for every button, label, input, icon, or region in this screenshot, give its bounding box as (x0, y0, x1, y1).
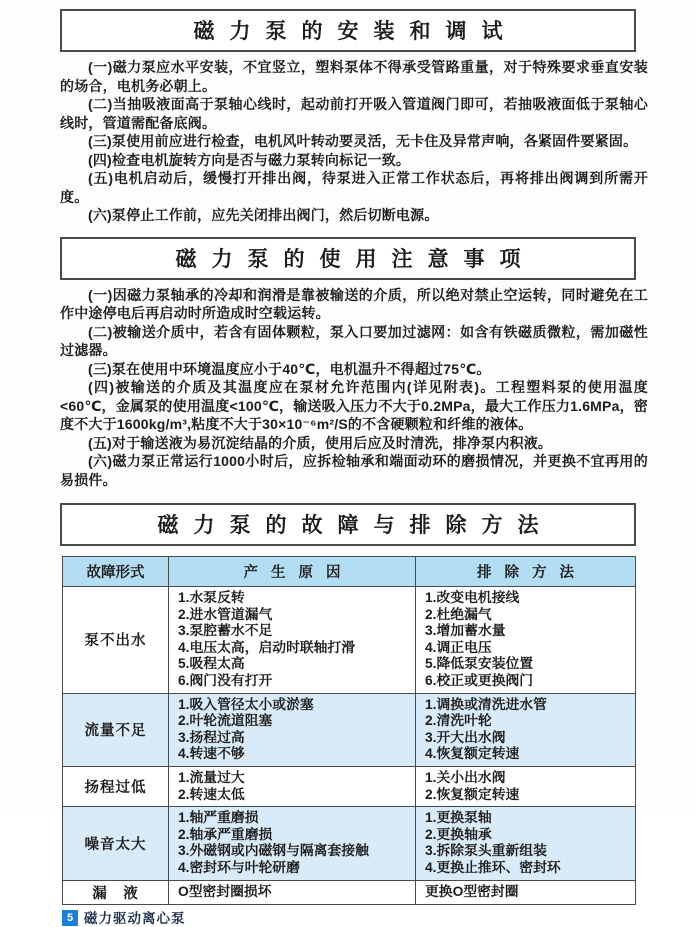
table-header-row (63, 557, 636, 587)
section-title-troubleshooting: 磁力泵的故障与排除方法 (60, 503, 636, 546)
remedy-item: 4.调正电压 (425, 639, 492, 655)
cause-item: 2.转速太低 (178, 786, 245, 802)
remedy-list (416, 880, 636, 904)
section-title-usage-notes: 磁力泵的使用注意事项 (60, 237, 636, 280)
fault-name: 噪音太大 (63, 807, 169, 880)
fault-name: 漏 液 (63, 880, 169, 904)
cause-item: 2.叶轮流道阻塞 (178, 713, 273, 729)
header-remedy: 排除方法 (416, 557, 636, 587)
paragraph: (二)被输送介质中，若含有固体颗粒，泵入口要加过滤网：如含有铁磁质微粒，需加磁性过滤器。 (60, 323, 648, 358)
paragraph: (一)因磁力泵轴承的冷却和润滑是靠被输送的介质，所以绝对禁止空运转，同时避免在工作中途停电后再启动时所造成时空载运转。 (60, 286, 648, 321)
remedy-list (416, 807, 636, 880)
paragraph: (六)磁力泵正常运行1000小时后，应拆检轴承和端面动环的磨损情况，并更换不宜再用的易损件。 (60, 453, 648, 488)
paragraph: (六)泵停止工作前，应先关闭排出阀门，然后切断电源。 (88, 207, 439, 223)
cause-list (169, 880, 416, 904)
table-row (63, 693, 636, 766)
cause-list (169, 693, 416, 766)
section-installation-paragraphs (0, 52, 696, 229)
remedy-item: 1.改变电机接线 (425, 590, 520, 605)
paragraph: (四)被输送的介质及其温度应在泵材允许范围内(详见附表)。工程塑料泵的使用温度<60℃，金属泵的使用温度<100℃，输送吸入压力不大于0.2MPa，最大工作压力1.6MPa，密度不大于1600kg/m³,粘度不大于30×10⁻⁶m²/S的不含硬颗粒和纤维的液体。 (60, 379, 648, 432)
table-row (63, 807, 636, 880)
cause-item: 1.吸入管径太小或淤塞 (178, 696, 314, 712)
header-fault-type: 故障形式 (63, 557, 169, 587)
remedy-item: 1.关小出水阀 (425, 769, 506, 785)
footer-brand-label: 磁力驱动离心泵 (84, 910, 186, 926)
fault-name: 流量不足 (63, 693, 169, 766)
cause-item: 1.流量过大 (178, 769, 245, 785)
paragraph: (二)当抽吸液面高于泵轴心线时，起动前打开吸入管道阀门即可，若抽吸液面低于泵轴心线时，管道需配备底阀。 (60, 96, 648, 131)
remedy-item: 2.清洗叶轮 (425, 713, 492, 729)
footer-number-badge: 5 (62, 910, 78, 926)
spacer (0, 546, 696, 556)
paragraph: (三)泵使用前应进行检查，电机风叶转动要灵活，无卡住及异常声响，各紧固件要紧固。 (88, 133, 638, 149)
cause-item: O型密封圈损坏 (178, 883, 272, 899)
remedy-item: 6.校正或更换阀门 (425, 672, 534, 688)
cause-list (169, 807, 416, 880)
spacer (0, 229, 696, 237)
remedy-item: 4.更换止推环、密封环 (425, 859, 561, 875)
section-title-installation: 磁力泵的安装和调试 (60, 9, 636, 52)
remedy-item: 1.调换或清洗进水管 (425, 696, 547, 712)
cause-item: 6.阀门没有打开 (178, 672, 273, 688)
cause-item: 1.轴严重磨损 (178, 810, 259, 826)
cause-item: 3.扬程过高 (178, 729, 245, 745)
cause-item: 2.进水管道漏气 (178, 606, 273, 622)
cause-item: 4.电压太高，启动时联轴打滑 (178, 639, 356, 655)
table-row (63, 766, 636, 806)
remedy-item: 4.恢复额定转速 (425, 746, 520, 762)
remedy-list (416, 587, 636, 694)
cause-item: 4.密封环与叶轮研磨 (178, 859, 300, 875)
remedy-list (416, 693, 636, 766)
remedy-item: 5.降低泵安装位置 (425, 656, 534, 672)
fault-table (62, 556, 636, 905)
remedy-item: 更换O型密封圈 (425, 883, 519, 899)
table-row (63, 587, 636, 694)
header-cause: 产生原因 (169, 557, 416, 587)
paragraph: (一)磁力泵应水平安装，不宜竖立，塑料泵体不得承受管路重量，对于特殊要求垂直安装的场合，电机务必朝上。 (60, 59, 648, 94)
remedy-item: 2.更换轴承 (425, 826, 492, 842)
cause-item: 4.转速不够 (178, 746, 245, 762)
cause-item: 1.水泵反转 (178, 590, 245, 605)
paragraph: (三)泵在使用中环境温度应小于40℃，电机温升不得超过75℃。 (88, 360, 491, 377)
remedy-item: 2.恢复额定转速 (425, 786, 520, 802)
cause-item: 2.轴承严重磨损 (178, 826, 273, 842)
fault-name: 泵不出水 (63, 587, 169, 694)
spacer (0, 493, 696, 503)
paragraph: (四)检查电机旋转方向是否与磁力泵转向标记一致。 (88, 151, 411, 168)
cause-list (169, 766, 416, 806)
remedy-item: 3.开大出水阀 (425, 729, 506, 745)
paragraph: (五)对于输送液为易沉淀结晶的介质，使用后应及时清洗，排净泵内积液。 (88, 434, 553, 451)
remedy-item: 1.更换泵轴 (425, 810, 492, 826)
remedy-item: 3.拆除泵头重新组装 (425, 843, 547, 859)
section-usage-paragraphs (0, 280, 696, 494)
footer-brand (62, 910, 696, 927)
cause-item: 3.泵腔蓄水不足 (178, 623, 273, 639)
remedy-list (416, 766, 636, 806)
remedy-item: 2.杜绝漏气 (425, 606, 492, 622)
table-row (63, 880, 636, 904)
cause-item: 5.吸程太高 (178, 656, 245, 672)
cause-list (169, 587, 416, 694)
cause-item: 3.外磁钢或内磁钢与隔离套接触 (178, 843, 369, 859)
remedy-item: 3.增加蓄水量 (425, 623, 506, 639)
fault-table-body (63, 587, 636, 905)
fault-name: 扬程过低 (63, 766, 169, 806)
paragraph: (五)电机启动后，缓慢打开排出阀，待泵进入正常工作状态后，再将排出阀调到所需开度。 (60, 170, 648, 205)
